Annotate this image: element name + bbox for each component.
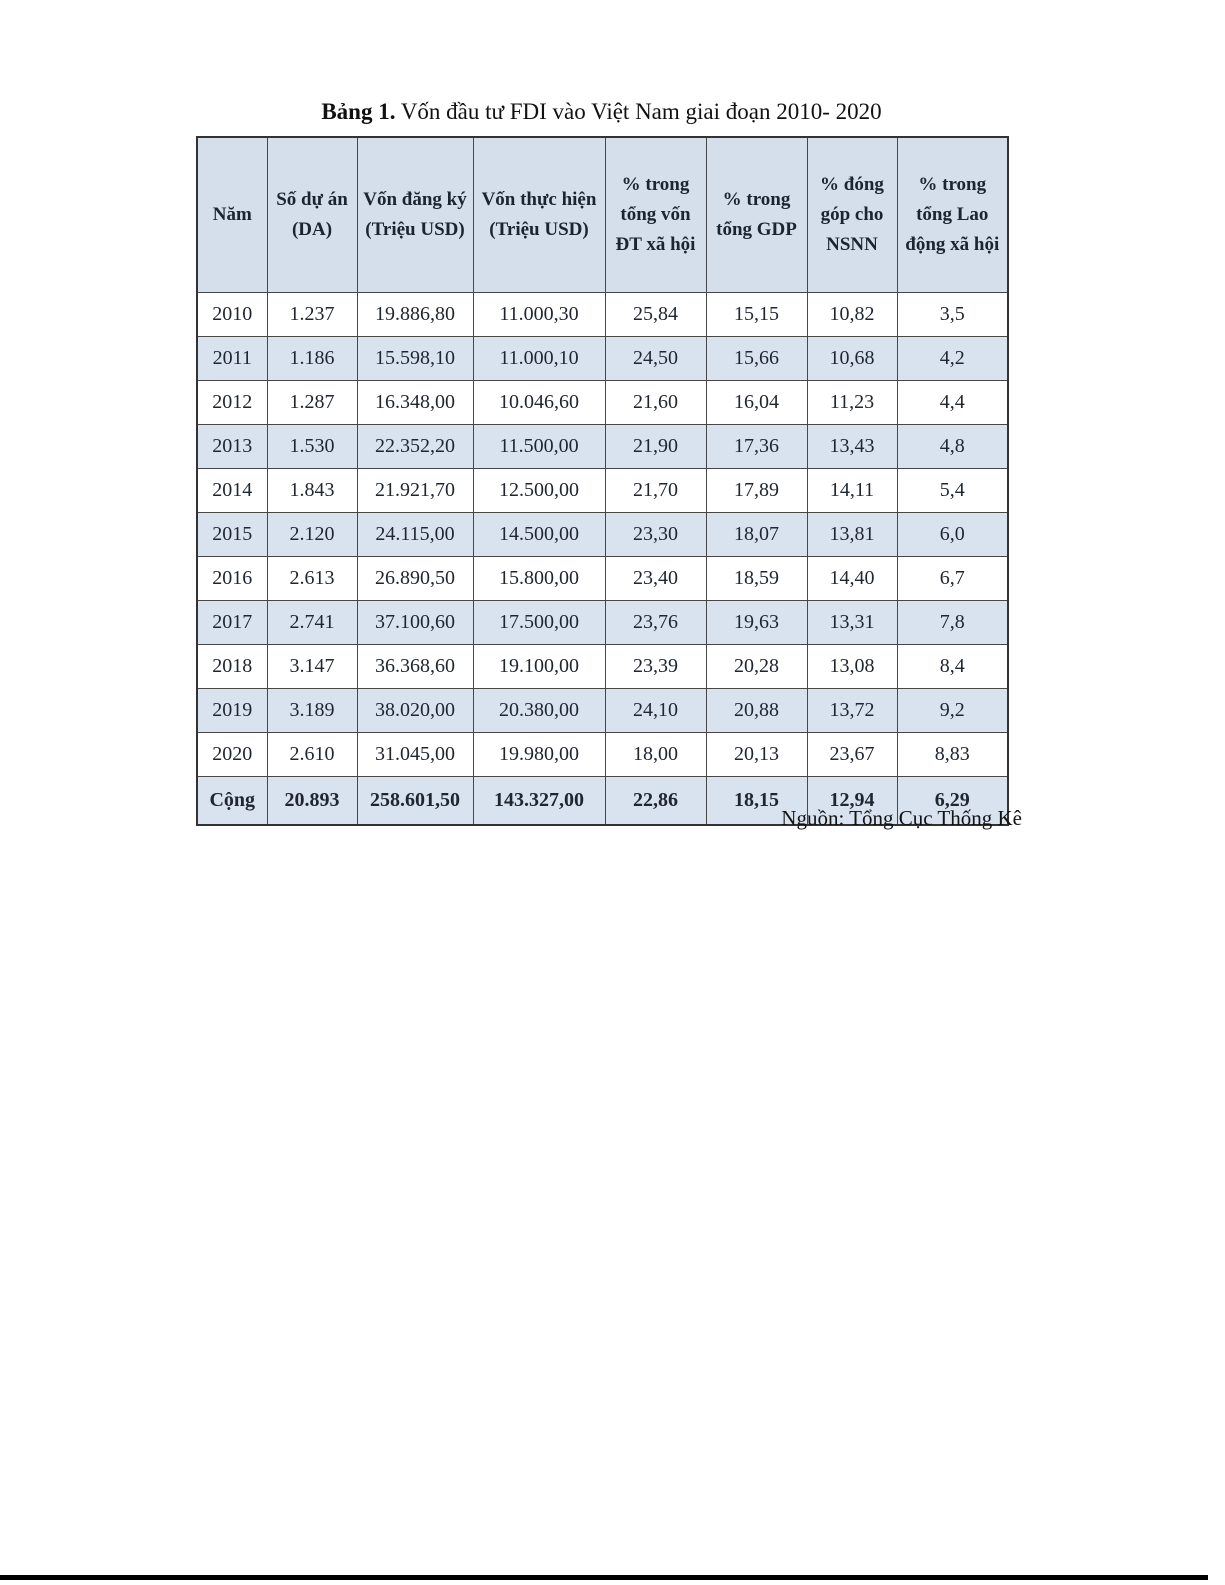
value-cell: 19.100,00	[473, 645, 605, 689]
year-cell: 2013	[197, 425, 267, 469]
value-cell: 25,84	[605, 293, 706, 337]
value-cell: 17,89	[706, 469, 807, 513]
column-header: % trong tổng vốn ĐT xã hội	[605, 137, 706, 293]
value-cell: 15,66	[706, 337, 807, 381]
value-cell: 8,83	[897, 733, 1008, 777]
year-cell: 2012	[197, 381, 267, 425]
table-row	[197, 645, 1008, 689]
value-cell: 18,00	[605, 733, 706, 777]
value-cell: 20,28	[706, 645, 807, 689]
value-cell: 14.500,00	[473, 513, 605, 557]
value-cell: 20,13	[706, 733, 807, 777]
value-cell: 10.046,60	[473, 381, 605, 425]
value-cell: 5,4	[897, 469, 1008, 513]
value-cell: 3,5	[897, 293, 1008, 337]
table-title	[196, 99, 1007, 125]
value-cell: 24,10	[605, 689, 706, 733]
value-cell: 23,40	[605, 557, 706, 601]
value-cell: 22.352,20	[357, 425, 473, 469]
value-cell: 21,90	[605, 425, 706, 469]
value-cell: 2.120	[267, 513, 357, 557]
value-cell: 13,43	[807, 425, 897, 469]
value-cell: 24.115,00	[357, 513, 473, 557]
value-cell: 19,63	[706, 601, 807, 645]
value-cell: 20.380,00	[473, 689, 605, 733]
column-header: % đóng góp cho NSNN	[807, 137, 897, 293]
value-cell: 13,72	[807, 689, 897, 733]
table-row	[197, 557, 1008, 601]
value-cell: 24,50	[605, 337, 706, 381]
total-value-cell: 12,94	[807, 777, 897, 826]
year-cell: 2015	[197, 513, 267, 557]
value-cell: 17.500,00	[473, 601, 605, 645]
table-row	[197, 733, 1008, 777]
value-cell: 1.843	[267, 469, 357, 513]
total-value-cell: 143.327,00	[473, 777, 605, 826]
value-cell: 19.980,00	[473, 733, 605, 777]
value-cell: 11.500,00	[473, 425, 605, 469]
value-cell: 20,88	[706, 689, 807, 733]
value-cell: 14,40	[807, 557, 897, 601]
value-cell: 6,0	[897, 513, 1008, 557]
value-cell: 2.613	[267, 557, 357, 601]
table-body	[197, 293, 1008, 777]
column-header: Số dự án (DA)	[267, 137, 357, 293]
total-value-cell: 258.601,50	[357, 777, 473, 826]
value-cell: 21,70	[605, 469, 706, 513]
value-cell: 38.020,00	[357, 689, 473, 733]
value-cell: 1.287	[267, 381, 357, 425]
total-label-cell: Cộng	[197, 777, 267, 826]
column-header: % trong tổng GDP	[706, 137, 807, 293]
value-cell: 15,15	[706, 293, 807, 337]
year-cell: 2016	[197, 557, 267, 601]
value-cell: 14,11	[807, 469, 897, 513]
total-value-cell: 6,29	[897, 777, 1008, 826]
value-cell: 3.147	[267, 645, 357, 689]
table-title-label: Bảng 1.	[321, 99, 396, 124]
value-cell: 36.368,60	[357, 645, 473, 689]
value-cell: 4,2	[897, 337, 1008, 381]
value-cell: 18,59	[706, 557, 807, 601]
value-cell: 21.921,70	[357, 469, 473, 513]
table-title-text: Vốn đầu tư FDI vào Việt Nam giai đoạn 2010- 2020	[395, 99, 882, 124]
value-cell: 23,67	[807, 733, 897, 777]
column-header: Năm	[197, 137, 267, 293]
value-cell: 11,23	[807, 381, 897, 425]
value-cell: 18,07	[706, 513, 807, 557]
table-row	[197, 513, 1008, 557]
value-cell: 12.500,00	[473, 469, 605, 513]
total-value-cell: 20.893	[267, 777, 357, 826]
value-cell: 10,68	[807, 337, 897, 381]
year-cell: 2010	[197, 293, 267, 337]
total-value-cell: 18,15	[706, 777, 807, 826]
value-cell: 3.189	[267, 689, 357, 733]
year-cell: 2018	[197, 645, 267, 689]
source-caption: Nguồn: Tổng Cục Thống Kê	[781, 806, 1022, 830]
value-cell: 1.186	[267, 337, 357, 381]
value-cell: 16.348,00	[357, 381, 473, 425]
value-cell: 8,4	[897, 645, 1008, 689]
value-cell: 31.045,00	[357, 733, 473, 777]
value-cell: 15.598,10	[357, 337, 473, 381]
value-cell: 13,31	[807, 601, 897, 645]
table-row	[197, 601, 1008, 645]
column-header: % trong tổng Lao động xã hội	[897, 137, 1008, 293]
value-cell: 9,2	[897, 689, 1008, 733]
total-value-cell: 22,86	[605, 777, 706, 826]
value-cell: 23,76	[605, 601, 706, 645]
table-row	[197, 469, 1008, 513]
value-cell: 13,81	[807, 513, 897, 557]
year-cell: 2017	[197, 601, 267, 645]
value-cell: 15.800,00	[473, 557, 605, 601]
value-cell: 11.000,10	[473, 337, 605, 381]
column-header: Vốn thực hiện (Triệu USD)	[473, 137, 605, 293]
value-cell: 13,08	[807, 645, 897, 689]
value-cell: 10,82	[807, 293, 897, 337]
value-cell: 1.237	[267, 293, 357, 337]
value-cell: 17,36	[706, 425, 807, 469]
value-cell: 1.530	[267, 425, 357, 469]
table-row	[197, 381, 1008, 425]
value-cell: 11.000,30	[473, 293, 605, 337]
value-cell: 23,30	[605, 513, 706, 557]
value-cell: 16,04	[706, 381, 807, 425]
table-row	[197, 425, 1008, 469]
year-cell: 2019	[197, 689, 267, 733]
year-cell: 2020	[197, 733, 267, 777]
value-cell: 2.610	[267, 733, 357, 777]
value-cell: 26.890,50	[357, 557, 473, 601]
table-row	[197, 337, 1008, 381]
column-header: Vốn đăng ký (Triệu USD)	[357, 137, 473, 293]
year-cell: 2011	[197, 337, 267, 381]
value-cell: 23,39	[605, 645, 706, 689]
page-bottom-rule	[0, 1575, 1208, 1580]
table-row	[197, 689, 1008, 733]
value-cell: 7,8	[897, 601, 1008, 645]
value-cell: 19.886,80	[357, 293, 473, 337]
fdi-table	[196, 136, 1009, 826]
value-cell: 6,7	[897, 557, 1008, 601]
value-cell: 4,8	[897, 425, 1008, 469]
value-cell: 2.741	[267, 601, 357, 645]
table-row	[197, 293, 1008, 337]
year-cell: 2014	[197, 469, 267, 513]
header-row	[197, 137, 1008, 293]
value-cell: 21,60	[605, 381, 706, 425]
value-cell: 37.100,60	[357, 601, 473, 645]
value-cell: 4,4	[897, 381, 1008, 425]
